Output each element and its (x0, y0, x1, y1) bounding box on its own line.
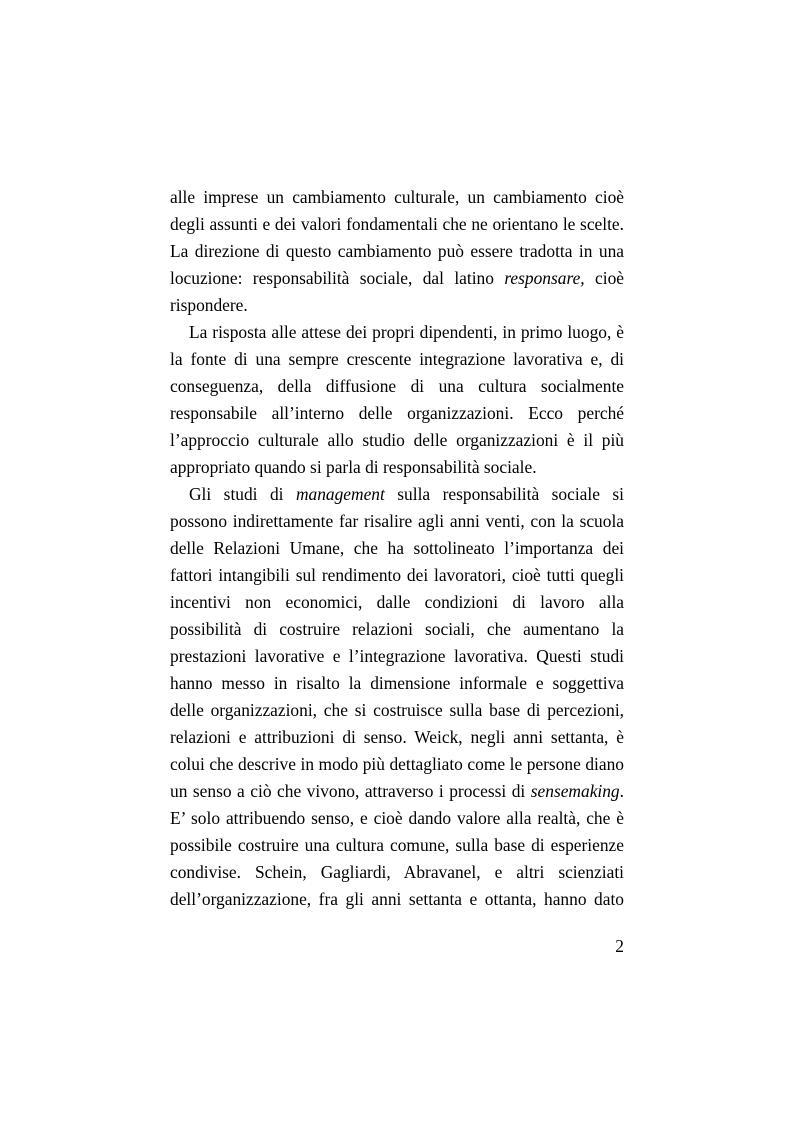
italic-term: management (295, 484, 385, 504)
text-line (170, 778, 624, 805)
text-line: prestazioni lavorative e l’integrazione lavorativa. Questi studi (170, 646, 624, 666)
text-line: degli assunti e dei valori fondamentali che ne orientano le scelte. (170, 214, 624, 234)
text-span: . (619, 781, 624, 801)
text-line: appropriato quando si parla di responsabilità sociale. (170, 457, 537, 477)
text-line: conseguenza, della diffusione di una cultura socialmente (170, 376, 624, 396)
page-number: 2 (615, 936, 624, 956)
text-line: colui che descrive in modo più dettagliato come le persone diano (170, 754, 624, 774)
text-line: La direzione di questo cambiamento può essere tradotta in una (170, 241, 624, 261)
text-line: alle imprese un cambiamento culturale, un cambiamento cioè (170, 187, 624, 207)
text-span: un senso a ciò che vivono, attraverso i processi di (170, 781, 531, 801)
italic-term: responsare, (504, 268, 585, 288)
text-line: possono indirettamente far risalire agli anni venti, con la scuola (170, 511, 624, 531)
text-line: fattori intangibili sul rendimento dei lavoratori, cioè tutti quegli (170, 565, 624, 585)
text-span: sulla responsabilità sociale si (384, 484, 624, 504)
text-line (189, 481, 624, 508)
text-line: dell’organizzazione, fra gli anni settanta e ottanta, hanno dato (170, 889, 624, 909)
text-line: delle Relazioni Umane, che ha sottolineato l’importanza dei (170, 538, 624, 558)
text-line: l’approccio culturale allo studio delle organizzazioni è il più (170, 430, 624, 450)
text-line: relazioni e attribuzioni di senso. Weick, negli anni settanta, è (170, 727, 624, 747)
text-span: cioè (584, 268, 624, 288)
text-line: hanno messo in risalto la dimensione informale e soggettiva (170, 673, 624, 693)
text-span: Gli studi di (189, 484, 296, 504)
text-line: delle organizzazioni, che si costruisce sulla base di percezioni, (170, 700, 624, 720)
text-line: condivise. Schein, Gagliardi, Abravanel, e altri scienziati (170, 862, 624, 882)
text-line: responsabile all’interno delle organizzazioni. Ecco perché (170, 403, 624, 423)
text-line: possibilità di costruire relazioni sociali, che aumentano la (170, 619, 624, 639)
text-line: E’ solo attribuendo senso, e cioè dando valore alla realtà, che è (170, 808, 624, 828)
text-line (170, 265, 624, 292)
text-span: locuzione: responsabilità sociale, dal latino (170, 268, 505, 288)
text-line: incentivi non economici, dalle condizioni di lavoro alla (170, 592, 624, 612)
text-line: la fonte di una sempre crescente integrazione lavorativa e, di (170, 349, 624, 369)
text-line: rispondere. (170, 295, 248, 315)
text-line: possibile costruire una cultura comune, sulla base di esperienze (170, 835, 624, 855)
italic-term: sensemaking (530, 781, 620, 801)
text-line: La risposta alle attese dei propri dipendenti, in primo luogo, è (189, 322, 624, 342)
